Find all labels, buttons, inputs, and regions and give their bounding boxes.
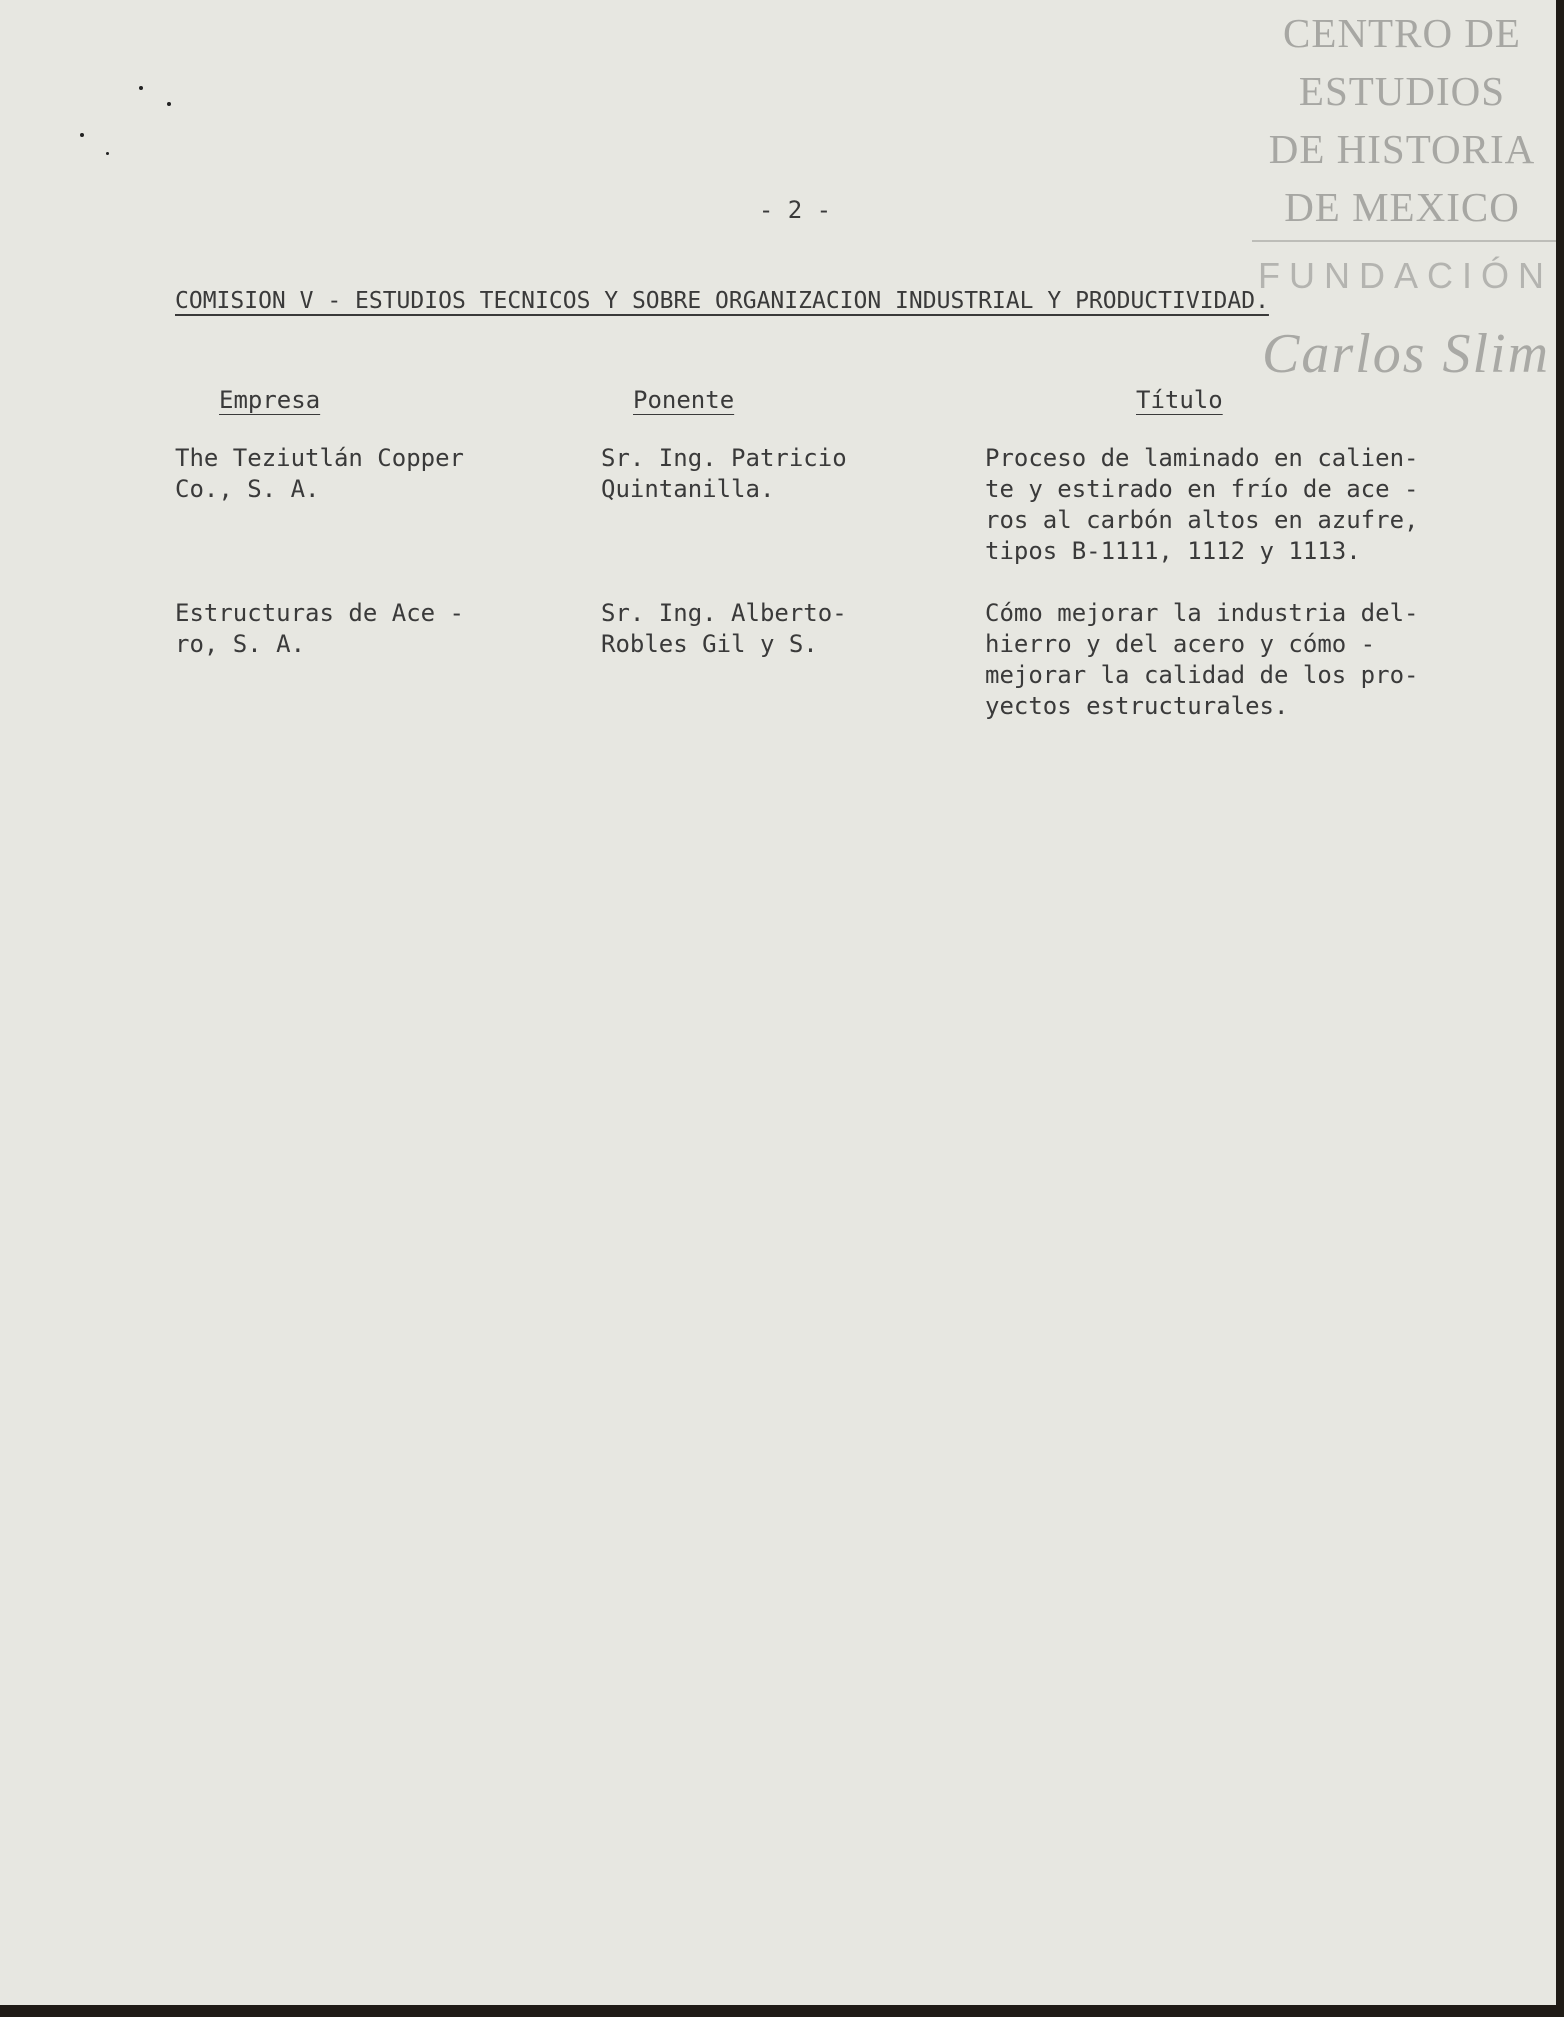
ink-speck — [139, 86, 143, 90]
column-header-empresa: Empresa — [219, 386, 321, 414]
cell-line: tipos B-1111, 1112 y 1113. — [985, 537, 1361, 565]
ink-speck — [106, 152, 109, 155]
scan-edge — [1556, 0, 1564, 2017]
cell-line: mejorar la calidad de los pro- — [985, 661, 1419, 689]
cell-line: Sr. Ing. Patricio — [601, 444, 847, 472]
watermark-line: CENTRO DE — [1283, 10, 1521, 56]
cell-ponente — [601, 443, 847, 505]
cell-line: ros al carbón altos en azufre, — [985, 506, 1419, 534]
ink-speck — [80, 133, 84, 137]
cell-line: Proceso de laminado en calien- — [985, 444, 1419, 472]
watermark-divider — [1252, 240, 1556, 242]
column-header-ponente: Ponente — [633, 386, 735, 414]
cell-line: Estructuras de Ace - — [175, 599, 464, 627]
cell-line: The Teziutlán Copper — [175, 444, 464, 472]
cell-line: Quintanilla. — [601, 475, 775, 503]
watermark-foundation: FUNDACIÓN — [1258, 255, 1553, 296]
cell-line: Robles Gil y S. — [601, 630, 818, 658]
cell-line: Co., S. A. — [175, 475, 320, 503]
archive-watermark — [1252, 4, 1552, 236]
scan-edge — [0, 2005, 1564, 2017]
cell-line: ro, S. A. — [175, 630, 306, 658]
cell-titulo — [985, 598, 1418, 722]
watermark-line: ESTUDIOS — [1298, 68, 1506, 114]
page-number: - 2 - — [758, 196, 832, 224]
ink-speck — [167, 102, 171, 106]
cell-line: hierro y del acero y cómo - — [985, 630, 1376, 658]
watermark-line: DE MEXICO — [1284, 184, 1520, 230]
cell-titulo — [985, 443, 1418, 567]
commission-heading: COMISION V - ESTUDIOS TECNICOS Y SOBRE ORGANIZACION INDUSTRIAL Y PRODUCTIVIDAD. — [175, 288, 1269, 314]
cell-line: te y estirado en frío de ace - — [985, 475, 1419, 503]
watermark-line: DE HISTORIA — [1268, 126, 1536, 172]
cell-line: Sr. Ing. Alberto- — [601, 599, 847, 627]
cell-line: yectos estructurales. — [985, 692, 1289, 720]
cell-empresa — [175, 443, 464, 505]
cell-empresa — [175, 598, 464, 660]
cell-ponente — [601, 598, 847, 660]
cell-line: Cómo mejorar la industria del- — [985, 599, 1419, 627]
watermark-signature: Carlos Slim — [1262, 323, 1551, 385]
column-header-titulo: Título — [1136, 386, 1223, 414]
